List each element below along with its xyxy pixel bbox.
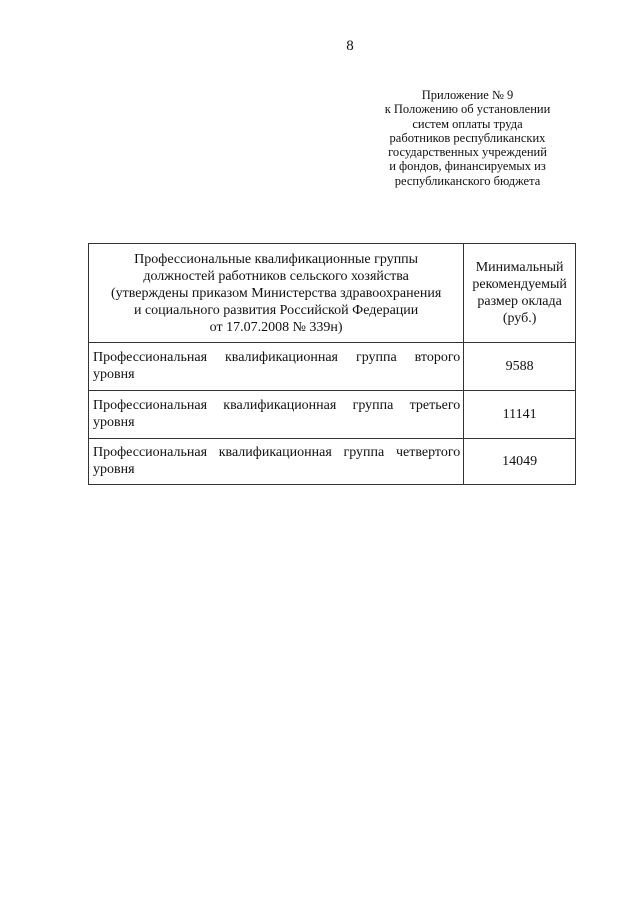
header-group-line: Профессиональные квалификационные группы xyxy=(134,251,419,267)
salary-table xyxy=(88,243,576,485)
header-group-cell xyxy=(89,244,464,343)
appendix-line: республиканского бюджета xyxy=(394,173,541,188)
appendix-line: к Положению об установлении xyxy=(384,102,551,117)
appendix-note xyxy=(360,88,575,188)
appendix-line: и фондов, финансируемых из xyxy=(389,159,546,174)
header-group-line: (утверждены приказом Министерства здравоохранения xyxy=(110,285,442,301)
page-number: 8 xyxy=(346,38,354,54)
appendix-line: государственных учреждений xyxy=(388,145,547,160)
group-name-line: Профессиональная квалификационная группа четвертого xyxy=(93,445,461,460)
appendix-line: работников республиканских xyxy=(389,130,546,145)
appendix-line: Приложение № 9 xyxy=(421,88,514,102)
salary-value-cell: 11141 xyxy=(464,391,576,439)
group-name-cell xyxy=(89,391,464,439)
group-name-cell xyxy=(89,439,464,485)
salary-value-cell: 9588 xyxy=(464,343,576,391)
table-row xyxy=(89,391,576,439)
header-salary-line: Минимальный xyxy=(475,260,564,275)
group-name-line: уровня xyxy=(93,367,135,382)
group-name-line: уровня xyxy=(93,415,135,430)
header-group-line: и социального развития Российской Федерации xyxy=(133,302,419,318)
group-name-line: Профессиональная квалификационная группа второго xyxy=(93,350,461,365)
group-name-line: уровня xyxy=(93,462,135,477)
header-salary-line: рекомендуемый xyxy=(472,277,567,292)
appendix-line: систем оплаты труда xyxy=(412,116,523,131)
group-name-line: Профессиональная квалификационная группа третьего xyxy=(93,398,461,413)
salary-value-cell: 14049 xyxy=(464,439,576,485)
header-group-line: от 17.07.2008 № 339н) xyxy=(209,319,343,335)
group-name-cell xyxy=(89,343,464,391)
table-row xyxy=(89,439,576,485)
table-header-row xyxy=(89,244,576,343)
header-salary-line: (руб.) xyxy=(502,311,537,326)
header-group-line: должностей работников сельского хозяйства xyxy=(143,268,409,284)
header-salary-line: размер оклада xyxy=(477,294,562,309)
table-row xyxy=(89,343,576,391)
header-salary-cell xyxy=(464,244,576,343)
